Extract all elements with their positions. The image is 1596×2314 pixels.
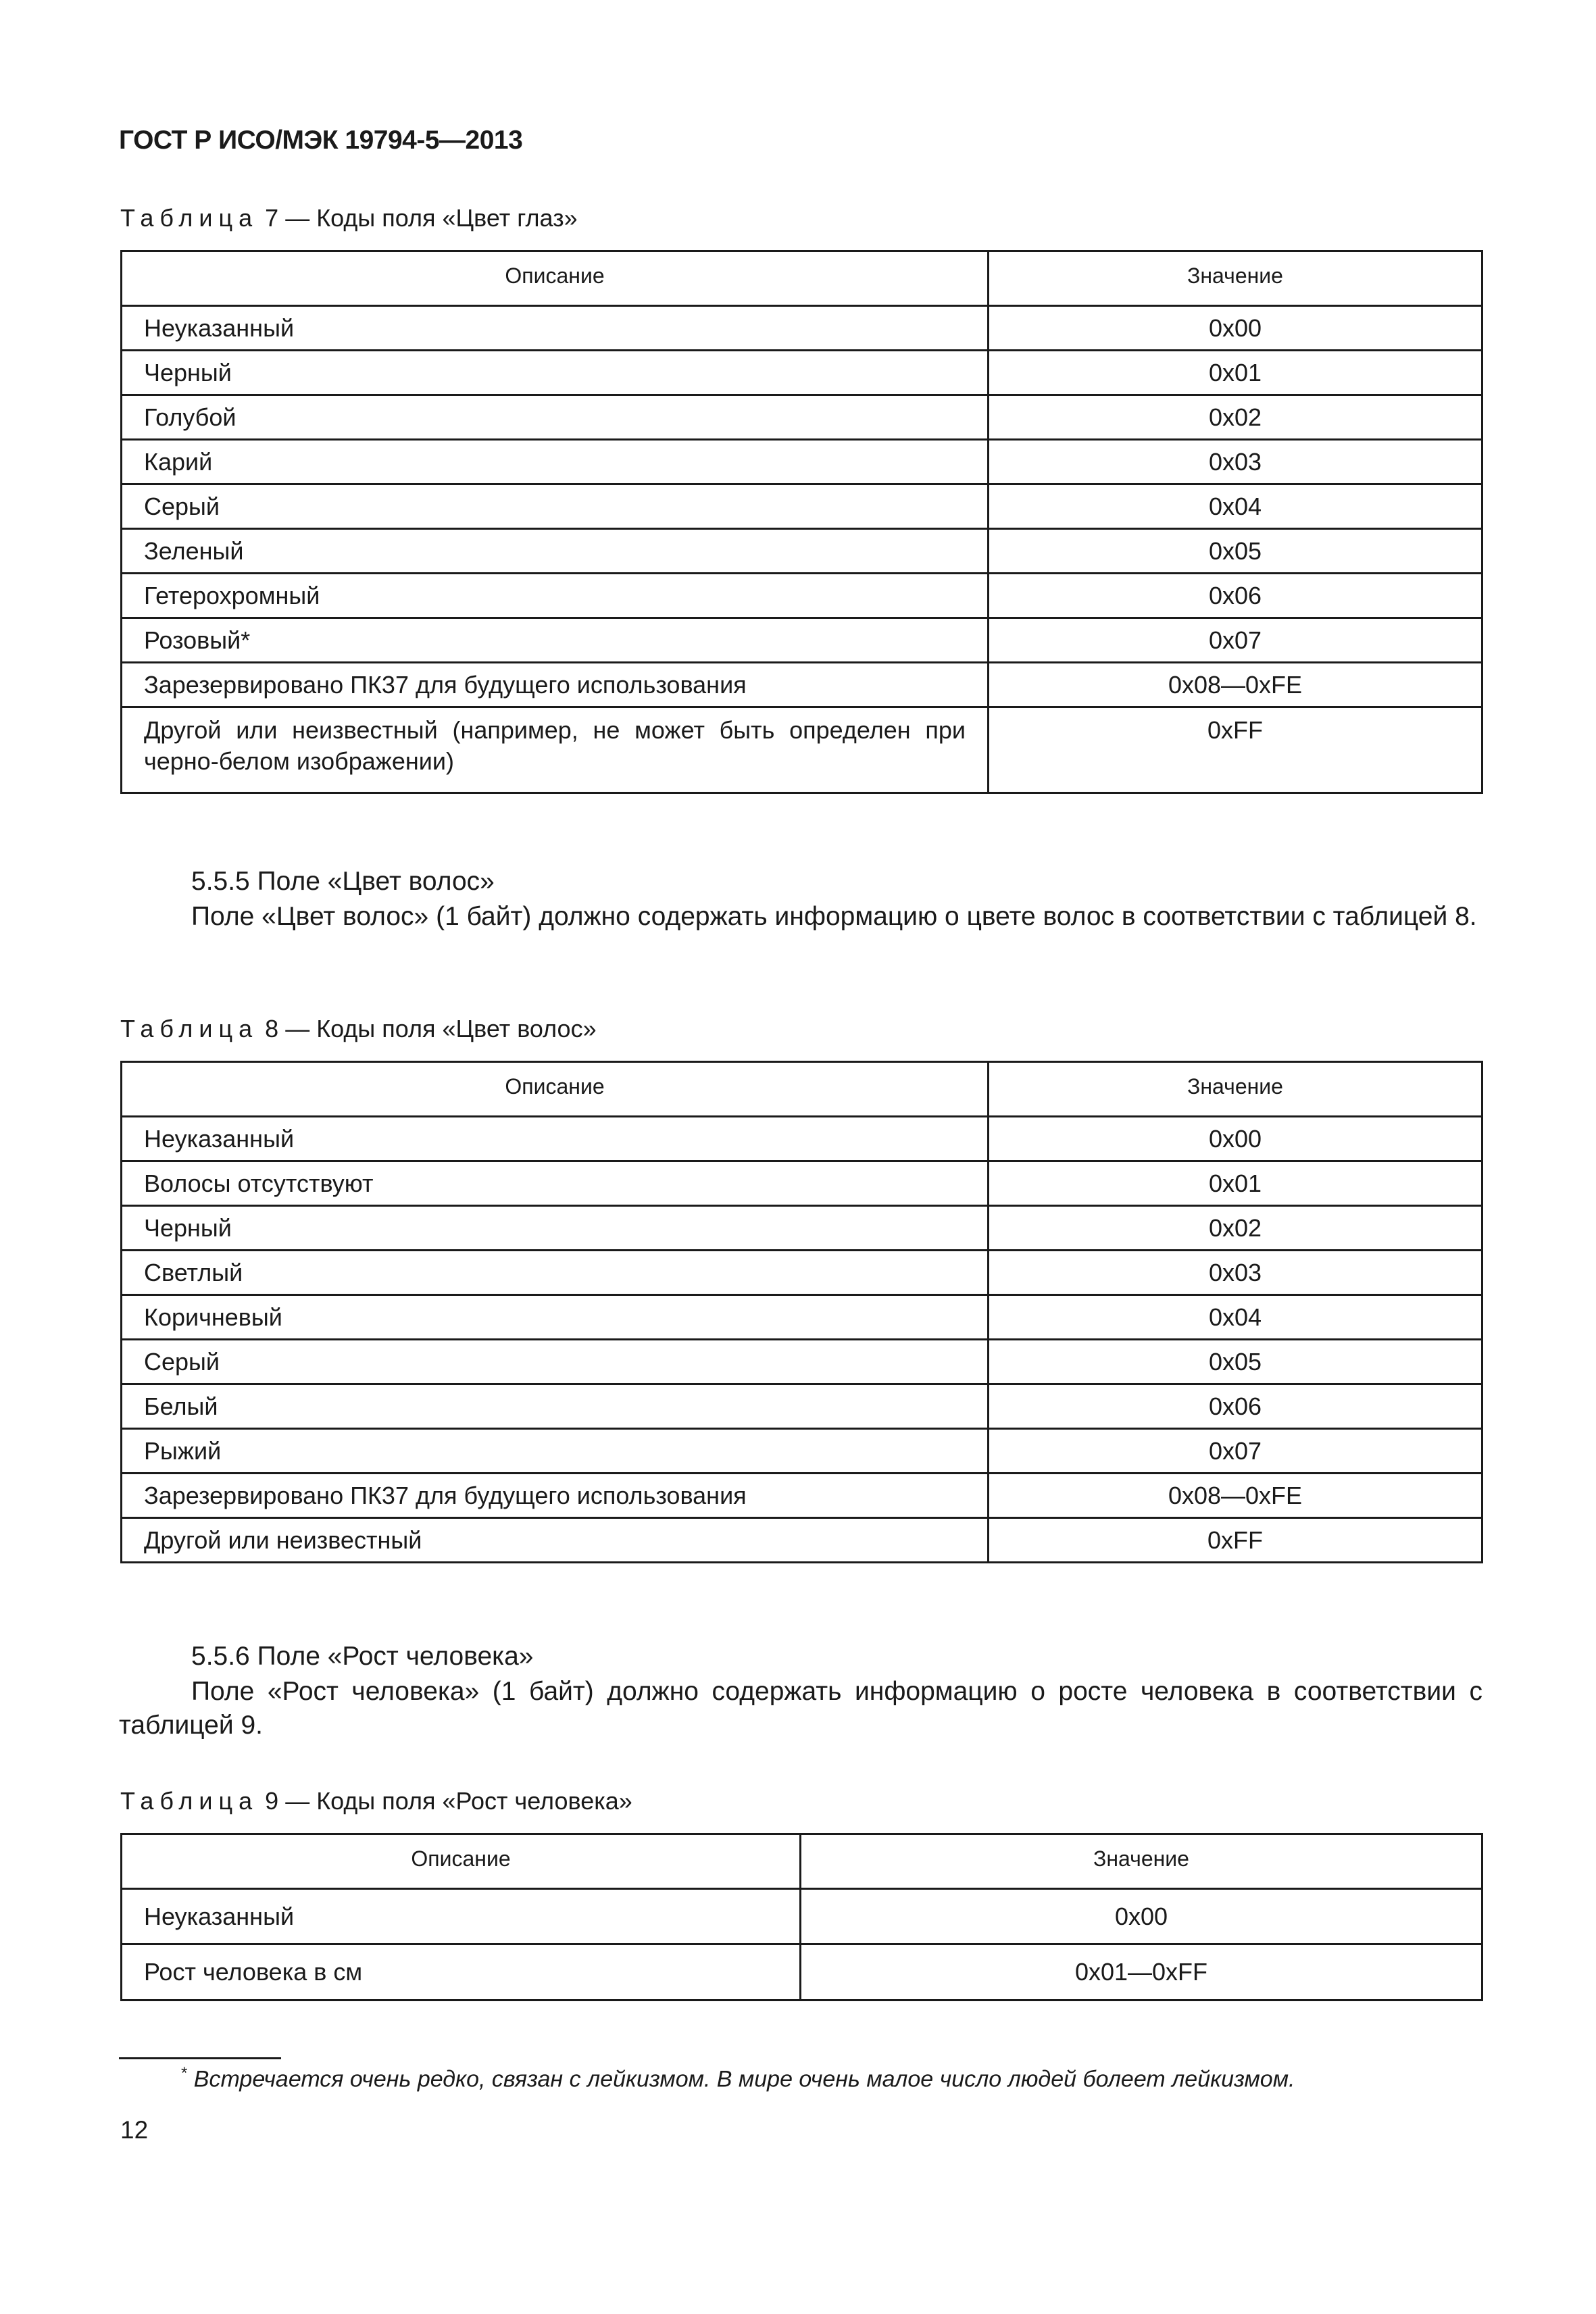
row-value: 0x07 bbox=[989, 1429, 1482, 1474]
row-description: Зарезервировано ПК37 для будущего использования bbox=[122, 1474, 989, 1518]
row-description: Неуказанный bbox=[122, 1889, 801, 1944]
row-value: 0x01—0xFF bbox=[801, 1944, 1482, 2001]
table-row bbox=[122, 1295, 1482, 1340]
row-description: Зеленый bbox=[122, 529, 989, 574]
table-row bbox=[122, 1206, 1482, 1251]
row-value: 0x06 bbox=[989, 1384, 1482, 1429]
page-number: 12 bbox=[120, 2116, 149, 2144]
table8-header-value: Значение bbox=[989, 1062, 1482, 1111]
row-value: 0x01 bbox=[989, 351, 1482, 395]
row-description: Другой или неизвестный bbox=[122, 1518, 989, 1563]
section-556-text: Поле «Рост человека» (1 байт) должно содержать информацию о росте человека в соответствии с таблицей 9. bbox=[119, 1677, 1482, 1740]
row-value: 0x00 bbox=[989, 306, 1482, 351]
document-code: ГОСТ Р ИСО/МЭК 19794-5—2013 bbox=[119, 126, 523, 155]
row-value: 0x08—0xFE bbox=[989, 1474, 1482, 1518]
table-row bbox=[122, 351, 1482, 395]
row-description: Гетерохромный bbox=[122, 574, 989, 618]
row-value: 0x05 bbox=[989, 1340, 1482, 1384]
table-row bbox=[122, 618, 1482, 663]
footnote-text: Встречается очень редко, связан с лейкизмом. В мире очень малое число людей болеет лейкизмом. bbox=[193, 2066, 1295, 2092]
table-row bbox=[122, 440, 1482, 484]
footnote-separator bbox=[119, 2057, 281, 2059]
table8-caption-word: Таблица bbox=[120, 1015, 259, 1042]
table9 bbox=[120, 1833, 1483, 2001]
table-row bbox=[122, 574, 1482, 618]
table7-caption-rest: 7 — Коды поля «Цвет глаз» bbox=[265, 204, 578, 232]
row-description: Зарезервировано ПК37 для будущего использования bbox=[122, 663, 989, 707]
table-row bbox=[122, 1889, 1482, 1944]
row-description: Черный bbox=[122, 351, 989, 395]
row-value: 0x02 bbox=[989, 395, 1482, 440]
row-description: Коричневый bbox=[122, 1295, 989, 1340]
table9-caption bbox=[120, 1787, 632, 1815]
table-row bbox=[122, 663, 1482, 707]
footnote-marker: * bbox=[181, 2064, 188, 2082]
table9-caption-word: Таблица bbox=[120, 1787, 259, 1815]
table-row bbox=[122, 707, 1482, 793]
table-row bbox=[122, 1340, 1482, 1384]
table9-header-value: Значение bbox=[801, 1834, 1482, 1883]
row-value: 0x03 bbox=[989, 1251, 1482, 1295]
table-row bbox=[122, 484, 1482, 529]
row-description: Белый bbox=[122, 1384, 989, 1429]
row-value: 0x00 bbox=[801, 1889, 1482, 1944]
table-row bbox=[122, 306, 1482, 351]
row-description: Розовый* bbox=[122, 618, 989, 663]
table-row bbox=[122, 395, 1482, 440]
section-555-text: Поле «Цвет волос» (1 байт) должно содержать информацию о цвете волос в соответствии с таблицей 8. bbox=[191, 902, 1477, 931]
row-description: Черный bbox=[122, 1206, 989, 1251]
table7-caption bbox=[120, 204, 578, 232]
table7-header-description: Описание bbox=[122, 251, 989, 300]
row-description: Неуказанный bbox=[122, 1117, 989, 1161]
table-row bbox=[122, 1251, 1482, 1295]
row-value: 0x04 bbox=[989, 484, 1482, 529]
row-value: 0x06 bbox=[989, 574, 1482, 618]
row-description: Неуказанный bbox=[122, 306, 989, 351]
table-row bbox=[122, 1944, 1482, 2001]
footnote bbox=[181, 2064, 1295, 2092]
row-value: 0x00 bbox=[989, 1117, 1482, 1161]
row-value: 0xFF bbox=[989, 707, 1482, 793]
row-value: 0x01 bbox=[989, 1161, 1482, 1206]
table-row bbox=[122, 1384, 1482, 1429]
table-row bbox=[122, 1429, 1482, 1474]
row-description: Голубой bbox=[122, 395, 989, 440]
table7-header-value: Значение bbox=[989, 251, 1482, 300]
row-description: Другой или неизвестный (например, не может быть определен при черно-белом изображении) bbox=[122, 707, 989, 793]
table-row bbox=[122, 529, 1482, 574]
table8-header-description: Описание bbox=[122, 1062, 989, 1111]
row-value: 0x03 bbox=[989, 440, 1482, 484]
table8-caption-rest: 8 — Коды поля «Цвет волос» bbox=[265, 1015, 597, 1042]
row-description: Серый bbox=[122, 1340, 989, 1384]
row-description: Рыжий bbox=[122, 1429, 989, 1474]
table7-caption-word: Таблица bbox=[120, 204, 259, 232]
table9-caption-rest: 9 — Коды поля «Рост человека» bbox=[265, 1787, 632, 1815]
row-value: 0x07 bbox=[989, 618, 1482, 663]
table9-header-description: Описание bbox=[122, 1834, 801, 1883]
row-description: Светлый bbox=[122, 1251, 989, 1295]
row-value: 0x08—0xFE bbox=[989, 663, 1482, 707]
row-description: Карий bbox=[122, 440, 989, 484]
section-555-title: 5.5.5 Поле «Цвет волос» bbox=[191, 867, 495, 896]
row-description: Волосы отсутствуют bbox=[122, 1161, 989, 1206]
table-row bbox=[122, 1474, 1482, 1518]
row-description: Серый bbox=[122, 484, 989, 529]
row-value: 0x02 bbox=[989, 1206, 1482, 1251]
row-value: 0x05 bbox=[989, 529, 1482, 574]
row-value: 0xFF bbox=[989, 1518, 1482, 1563]
row-value: 0x04 bbox=[989, 1295, 1482, 1340]
table8-caption bbox=[120, 1015, 597, 1043]
table-row bbox=[122, 1117, 1482, 1161]
table8 bbox=[120, 1061, 1483, 1563]
table7 bbox=[120, 250, 1483, 794]
row-description: Рост человека в см bbox=[122, 1944, 801, 2001]
section-556-title: 5.5.6 Поле «Рост человека» bbox=[191, 1642, 534, 1671]
table-row bbox=[122, 1518, 1482, 1563]
table-row bbox=[122, 1161, 1482, 1206]
